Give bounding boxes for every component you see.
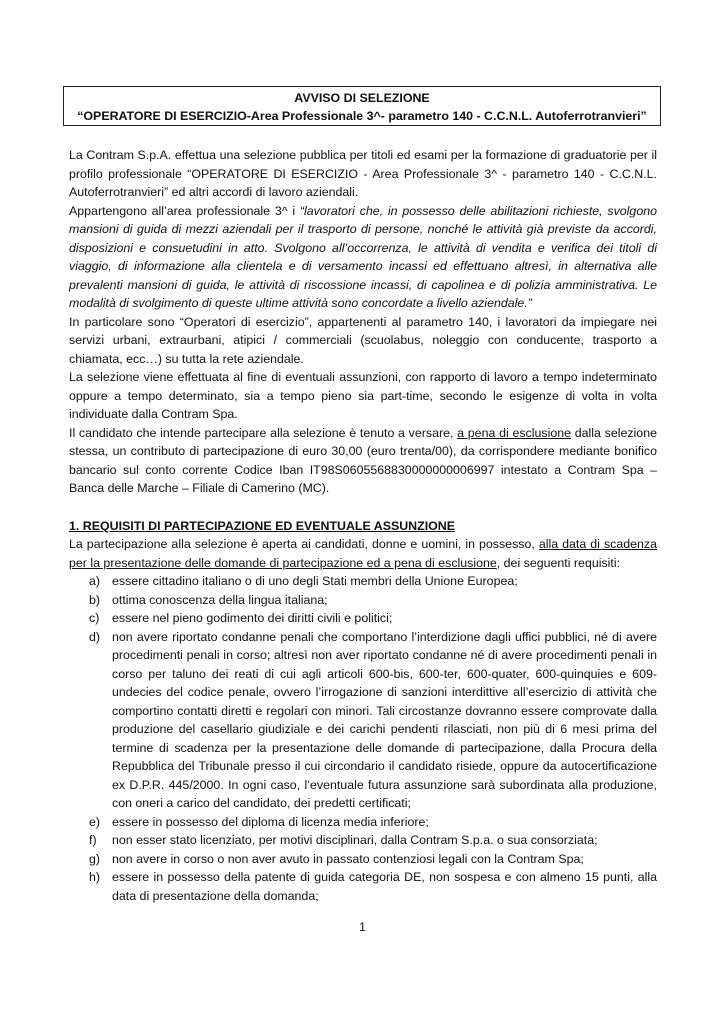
title-box — [63, 86, 661, 126]
requirement-letter: a) — [89, 574, 101, 588]
requirement-item — [69, 609, 657, 628]
intro-paragraph-5-lead: Il candidato che intende partecipare alla selezione è tenuto a versare, — [69, 425, 458, 440]
requirement-letter: b) — [89, 592, 101, 607]
intro-paragraph-3: In particolare sono “Operatori di esercizio”, appartenenti al parametro 140, i lavoratori da impiegare nei servizi urbani, extraurbani, atipici / commerciali (scuolabus, noleggio con conducente, trasporto a chiamata, ecc…) su tutta la rete aziendale. — [69, 314, 657, 366]
body-text — [69, 146, 657, 905]
requirement-text: non esser stato licenziato, per motivi disciplinari, dalla Contram S.p.a. o sua consorziata; — [112, 833, 598, 847]
notice-title: AVVISO DI SELEZIONE — [294, 91, 430, 105]
requirement-text: essere in possesso del diploma di licenza media inferiore; — [112, 814, 429, 829]
requirement-letter: c) — [89, 611, 100, 625]
intro-paragraph-2 — [69, 202, 657, 313]
requirement-letter: f) — [89, 833, 97, 847]
intro-paragraph-5-rest: dalla selezione stessa, un contributo di partecipazione di euro 30,00 (euro trenta/00), da corrispondere mediante bonifico bancario sul conto corrente Codice Iban IT98S0605568830000000006997 intestato a Contram Spa – Banca delle Marche – Filiale di Camerino (MC). — [69, 425, 657, 495]
requirements-list — [69, 572, 657, 905]
requirement-item — [69, 591, 657, 610]
section-1-intro-lead: La partecipazione alla selezione è aperta ai candidati, donne e uomini, in possesso, — [69, 537, 539, 551]
section-1-title: 1. REQUISITI DI PARTECIPAZIONE ED EVENTUALE ASSUNZIONE — [69, 518, 455, 533]
requirement-item — [69, 868, 657, 905]
requirement-letter: e) — [89, 814, 101, 829]
requirement-text: non avere riportato condanne penali che comportano l’interdizione dagli uffici pubblici, né di avere procedimenti penali in corso; altresì non aver riportato condanne né di avere procedimenti penali in corso per taluno dei reati di cui agli articoli 600-bis, 600-ter, 600-quater, 600-quinquies e 609-undecies del codice penale, ovvero l’irrogazione di sanzioni interdittive all’esercizio di attività che comportino contatti diretti e regolari con minori. Tali circostanze dovranno essere comprovate dalla produzione del casellario giudiziale e dei carichi pendenti rilasciati, non più di 6 mesi prima del termine di scadenza per la presentazione delle domande di partecipazione, dalla Procura della Repubblica del Tribunale presso il cui circondario il candidato risiede, oppure da autocertificazione ex D.P.R. 445/2000. In ogni caso, l’eventuale futura assunzione sarà subordinata alla produzione, con oneri a carico del candidato, dei predetti certificati; — [112, 629, 657, 810]
requirement-text: essere cittadino italiano o di uno degli Stati membri della Unione Europea; — [112, 574, 518, 588]
section-1-intro-end: , dei seguenti requisiti: — [496, 555, 621, 570]
requirement-text: ottima conoscenza della lingua italiana; — [112, 592, 328, 607]
section-1-intro — [69, 535, 657, 572]
page-number: 1 — [359, 920, 366, 934]
intro-paragraph-5 — [69, 424, 657, 498]
deadline-underlined: alla data di scadenza per la presentazione delle domande di partecipazione ed a pena di esclusione — [69, 537, 658, 570]
intro-paragraph-4: La selezione viene effettuata al fine di eventuali assunzioni, con rapporto di lavoro a tempo indeterminato oppure a tempo determinato, sia a tempo pieno sia part-time, secondo le esigenze di volta in volta individuate dalla Contram Spa. — [69, 370, 657, 421]
requirement-item — [69, 831, 657, 850]
requirement-text: essere nel pieno godimento dei diritti civili e politici; — [112, 611, 393, 625]
intro-paragraph-1: La Contram S.p.A. effettua una selezione pubblica per titoli ed esami per la formazione di graduatorie per il profilo professionale “OPERATORE DI ESERCIZIO - Area Professionale 3^ - parametro 140 - C.C.N.L. Autoferrotranvieri” ed altri accordi di lavoro aziendali. — [69, 148, 657, 199]
requirement-text: non avere in corso o non aver avuto in passato contenziosi legali con la Contram Spa; — [112, 851, 584, 866]
penalty-underlined: a pena di esclusione — [457, 425, 571, 440]
requirement-letter: d) — [89, 629, 101, 644]
requirement-letter: g) — [89, 851, 101, 866]
requirement-item — [69, 628, 657, 813]
intro-paragraph-2-lead: Appartengono all’area professionale 3^ i — [69, 203, 300, 218]
requirement-item — [69, 813, 657, 832]
spacer — [69, 498, 657, 517]
notice-subtitle: “OPERATORE DI ESERCIZIO-Area Professionale 3^- parametro 140 - C.C.N.L. Autoferrotranvieri” — [77, 109, 647, 123]
intro-paragraph-2-quote: “lavoratori che, in possesso delle abilitazioni richieste, svolgono mansioni di guida di mezzi aziendali per il trasporto di persone, nonché le attività già previste da accordi, disposizioni e consuetudini in atto. Svolgono all’occorrenza, le attività di vendita e verifica dei titoli di viaggio, di informazione alla clientela e di versamento incassi ed effettuano altresì, in alternativa alle prevalenti mansioni di guida, le attività di riscossione incassi, di capolinea e di polizia amministrativa. Le modalità di svolgimento di queste ultime attività sono concordate a livello aziendale.” — [69, 203, 657, 310]
requirement-item — [69, 572, 657, 591]
requirement-item — [69, 850, 657, 869]
requirement-text: essere in possesso della patente di guida categoria DE, non sospesa e con almeno 15 punti, alla data di presentazione della domanda; — [112, 870, 657, 903]
requirement-letter: h) — [89, 870, 101, 884]
